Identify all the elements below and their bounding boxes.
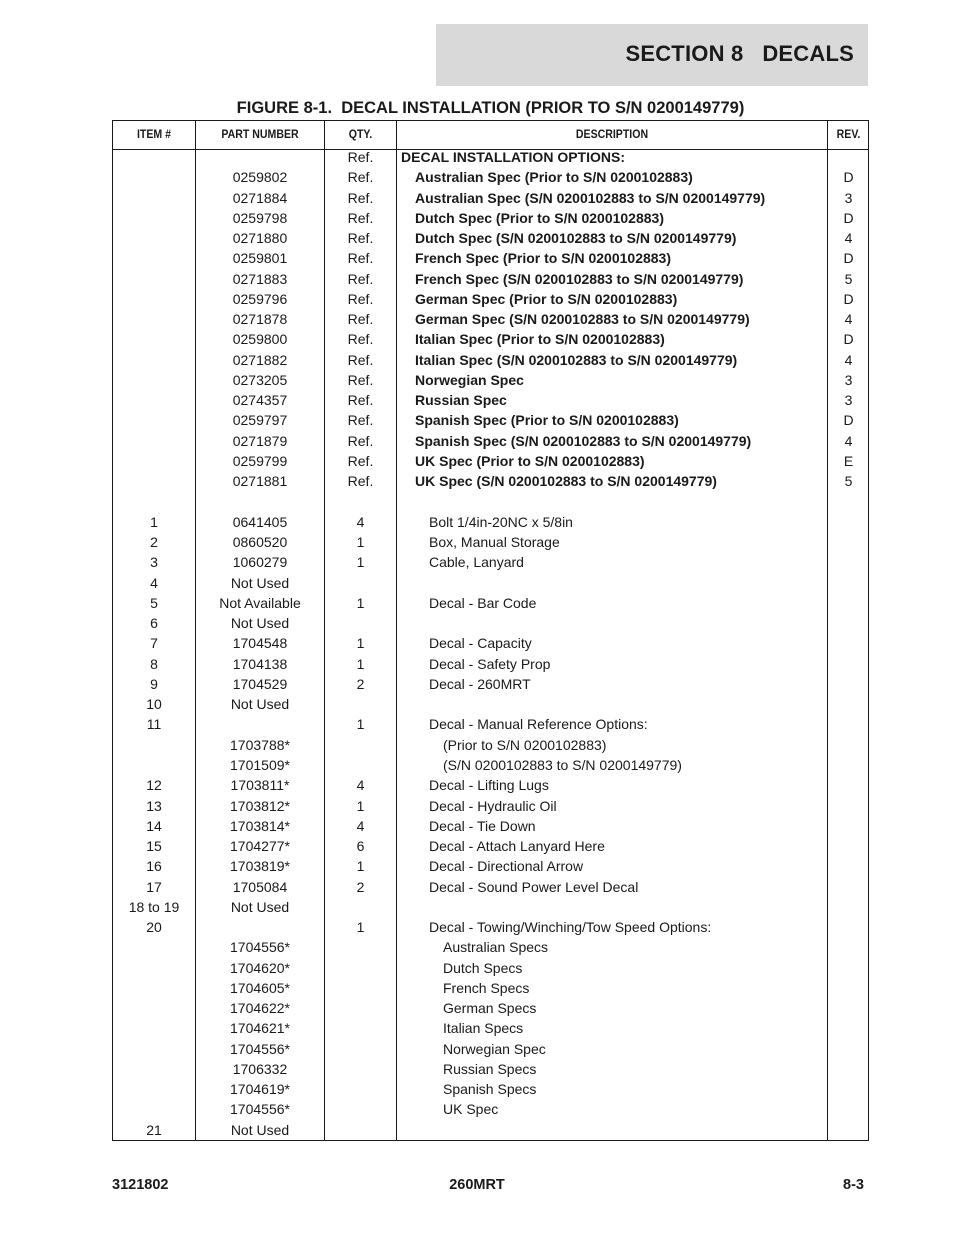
column-header-qty: QTY. (348, 127, 373, 141)
description-cell: French Spec (S/N 0200102883 to S/N 0200149779) (415, 270, 744, 287)
part-number-cell: Not Used (230, 696, 290, 713)
revision-cell: 4 (844, 351, 853, 368)
revision-cell: 3 (844, 371, 853, 388)
description-cell: Norwegian Spec (443, 1040, 546, 1057)
part-number-cell: 0271883 (232, 270, 288, 287)
table-row (113, 714, 868, 734)
description-cell: (S/N 0200102883 to S/N 0200149779) (443, 756, 682, 773)
part-number-cell: 0271882 (232, 351, 288, 368)
item-number-cell: 3 (150, 554, 158, 571)
revision-cell: D (843, 412, 854, 429)
revision-cell: 4 (844, 432, 853, 449)
revision-cell: D (843, 209, 854, 226)
table-row (113, 309, 868, 329)
table-row (113, 917, 868, 937)
quantity-cell: 2 (356, 675, 365, 692)
part-number-cell: 1706332 (232, 1060, 288, 1077)
part-number-cell: 0259796 (232, 290, 288, 307)
part-number-cell: 1704605* (230, 979, 290, 996)
quantity-cell: 4 (356, 777, 365, 794)
table-body (113, 147, 868, 1140)
table-row (113, 897, 868, 917)
description-cell: Box, Manual Storage (429, 534, 560, 551)
table-row (113, 370, 868, 390)
quantity-cell: Ref. (347, 189, 374, 206)
description-cell: French Specs (443, 979, 530, 996)
description-cell: French Spec (Prior to S/N 0200102883) (415, 250, 671, 267)
description-cell: Italian Spec (S/N 0200102883 to S/N 0200149779) (415, 351, 738, 368)
table-row (113, 958, 868, 978)
description-cell: German Spec (S/N 0200102883 to S/N 0200149779) (415, 311, 750, 328)
quantity-cell: Ref. (347, 452, 374, 469)
table-row (113, 674, 868, 694)
table-row (113, 816, 868, 836)
quantity-cell: 1 (356, 534, 365, 551)
table-row (113, 208, 868, 228)
footer-page-number: 8-3 (843, 1177, 864, 1193)
description-cell: German Specs (443, 1000, 537, 1017)
part-number-cell: 1704622* (230, 1000, 290, 1017)
item-number-cell: 8 (150, 655, 158, 672)
quantity-cell: Ref. (347, 290, 374, 307)
quantity-cell: Ref. (347, 432, 374, 449)
table-row (113, 573, 868, 593)
table-row (113, 269, 868, 289)
part-number-cell: 1703811* (230, 777, 290, 794)
item-number-cell: 14 (146, 817, 162, 834)
revision-cell: E (843, 452, 854, 469)
quantity-cell: Ref. (347, 149, 374, 165)
revision-cell: 3 (844, 189, 853, 206)
table-row (113, 248, 868, 268)
footer-model: 260MRT (449, 1177, 505, 1193)
quantity-cell: 1 (356, 919, 365, 936)
table-row (113, 552, 868, 572)
part-number-cell: 1704277* (230, 838, 290, 855)
part-number-cell: 0259797 (232, 412, 288, 429)
revision-cell: D (843, 331, 854, 348)
part-number-cell: 1704556* (230, 1101, 290, 1118)
description-cell: Spanish Specs (443, 1081, 537, 1098)
description-cell: UK Spec (443, 1101, 499, 1118)
revision-cell: 5 (844, 473, 853, 490)
description-cell: Italian Specs (443, 1020, 524, 1037)
item-number-cell: 12 (146, 777, 162, 794)
description-cell: Decal - Hydraulic Oil (429, 797, 557, 814)
part-number-cell: Not Available (219, 594, 301, 611)
section-header (436, 24, 868, 86)
item-number-cell: 10 (146, 696, 162, 713)
description-cell: Dutch Specs (443, 959, 523, 976)
description-cell: Decal - Towing/Winching/Tow Speed Options: (429, 919, 712, 936)
description-cell: Decal - Attach Lanyard Here (429, 838, 605, 855)
part-number-cell: 1704548 (232, 635, 288, 652)
part-number-cell: 1705084 (232, 878, 288, 895)
part-number-cell: 0259802 (232, 169, 288, 186)
table-row (113, 390, 868, 410)
table-row (113, 613, 868, 633)
item-number-cell: 11 (146, 716, 162, 733)
part-number-cell: Not Used (230, 615, 290, 632)
revision-cell: 3 (844, 392, 853, 409)
table-row (113, 1120, 868, 1140)
description-cell: Spanish Spec (Prior to S/N 0200102883) (415, 412, 679, 429)
item-number-cell: 2 (150, 534, 158, 551)
part-number-cell: 1703814* (230, 817, 290, 834)
table-row (113, 735, 868, 755)
table-row (113, 836, 868, 856)
quantity-cell: Ref. (347, 412, 374, 429)
column-header-item: ITEM # (136, 127, 172, 141)
quantity-cell: Ref. (347, 209, 374, 226)
quantity-cell: Ref. (347, 169, 374, 186)
item-number-cell: 7 (150, 635, 158, 652)
part-number-cell: 1704556* (230, 939, 290, 956)
part-number-cell: 0259800 (232, 331, 288, 348)
table-row (113, 633, 868, 653)
description-cell: UK Spec (S/N 0200102883 to S/N 0200149779) (415, 473, 717, 490)
description-cell: Spanish Spec (S/N 0200102883 to S/N 0200149779) (415, 432, 752, 449)
description-cell: Decal - 260MRT (429, 675, 531, 692)
table-row (113, 167, 868, 187)
table-row (113, 1059, 868, 1079)
part-number-cell: 1704620* (230, 959, 290, 976)
description-cell: Australian Spec (S/N 0200102883 to S/N 0200149779) (415, 189, 766, 206)
description-cell: Russian Spec (415, 392, 507, 409)
table-row (113, 350, 868, 370)
quantity-cell: 1 (356, 655, 365, 672)
description-cell: Dutch Spec (S/N 0200102883 to S/N 0200149779) (415, 230, 737, 247)
table-row (113, 877, 868, 897)
part-number-cell: 0271878 (232, 311, 288, 328)
part-number-cell: 0860520 (232, 534, 288, 551)
quantity-cell: 1 (356, 716, 365, 733)
revision-cell: 4 (844, 230, 853, 247)
table-row (113, 593, 868, 613)
part-number-cell: 1704529 (232, 675, 288, 692)
quantity-cell: 6 (356, 838, 365, 855)
part-number-cell: Not Used (230, 1121, 290, 1138)
quantity-cell: 4 (356, 513, 365, 530)
quantity-cell: Ref. (347, 392, 374, 409)
part-number-cell: 0271884 (232, 189, 288, 206)
table-row (113, 654, 868, 674)
quantity-cell: 1 (356, 594, 365, 611)
quantity-cell: Ref. (347, 473, 374, 490)
table-row (113, 147, 868, 167)
quantity-cell: Ref. (347, 311, 374, 328)
quantity-cell: 1 (356, 554, 365, 571)
revision-cell: 5 (844, 270, 853, 287)
item-number-cell: 4 (150, 574, 158, 591)
description-cell: Decal - Tie Down (429, 817, 536, 834)
part-number-cell: 1704138 (232, 655, 288, 672)
quantity-cell: 1 (356, 797, 365, 814)
item-number-cell: 17 (146, 878, 162, 895)
part-number-cell: 1703812* (230, 797, 290, 814)
description-cell: Decal - Sound Power Level Decal (429, 878, 639, 895)
quantity-cell: 1 (356, 858, 365, 875)
description-cell: Decal - Capacity (429, 635, 532, 652)
table-row (113, 1099, 868, 1119)
figure-title: FIGURE 8-1. DECAL INSTALLATION (PRIOR TO S/N 0200149779) (236, 99, 745, 117)
description-cell: UK Spec (Prior to S/N 0200102883) (415, 452, 645, 469)
table-row (113, 228, 868, 248)
description-cell: Australian Spec (Prior to S/N 0200102883) (415, 169, 693, 186)
part-number-cell: 0274357 (232, 392, 288, 409)
part-number-cell: 1704556* (230, 1040, 290, 1057)
table-row (113, 451, 868, 471)
table-row (113, 431, 868, 451)
description-cell: Italian Spec (Prior to S/N 0200102883) (415, 331, 665, 348)
part-number-cell: 0271880 (232, 230, 288, 247)
description-cell: Decal - Directional Arrow (429, 858, 584, 875)
column-header-description: DESCRIPTION (575, 127, 649, 141)
table-row (113, 1039, 868, 1059)
revision-cell: 4 (844, 311, 853, 328)
quantity-cell: Ref. (347, 371, 374, 388)
part-number-cell: 0259801 (232, 250, 288, 267)
part-number-cell: 0259798 (232, 209, 288, 226)
part-number-cell: 1704621* (230, 1020, 290, 1037)
item-number-cell: 6 (150, 615, 158, 632)
part-number-cell: Not Used (230, 574, 290, 591)
part-number-cell: 1060279 (232, 554, 288, 571)
description-cell: Bolt 1/4in-20NC x 5/8in (429, 513, 573, 530)
quantity-cell: 2 (356, 878, 365, 895)
part-number-cell: 1703819* (230, 858, 290, 875)
revision-cell: D (843, 250, 854, 267)
revision-cell: D (843, 169, 854, 186)
table-row (113, 694, 868, 714)
footer-document-number: 3121802 (112, 1177, 169, 1193)
table-row (113, 937, 868, 957)
description-cell: Cable, Lanyard (429, 554, 524, 571)
quantity-cell: Ref. (347, 230, 374, 247)
table-row (113, 998, 868, 1018)
table-row (113, 1079, 868, 1099)
table-row (113, 532, 868, 552)
table-row (113, 329, 868, 349)
description-cell: Decal - Manual Reference Options: (429, 716, 648, 733)
parts-table (112, 120, 869, 1141)
part-number-cell: 0273205 (232, 371, 288, 388)
section-title: SECTION 8 DECALS (625, 41, 854, 66)
item-number-cell: 21 (146, 1121, 162, 1138)
table-row (113, 512, 868, 532)
table-row (113, 755, 868, 775)
item-number-cell: 15 (146, 838, 162, 855)
description-cell: (Prior to S/N 0200102883) (443, 736, 607, 753)
table-row (113, 492, 868, 512)
quantity-cell: 4 (356, 817, 365, 834)
column-header-rev: REV. (836, 127, 861, 141)
item-number-cell: 18 to 19 (128, 898, 180, 915)
table-row (113, 471, 868, 491)
table-row (113, 978, 868, 998)
item-number-cell: 1 (150, 513, 158, 530)
description-cell: Decal - Lifting Lugs (429, 777, 549, 794)
item-number-cell: 13 (146, 797, 162, 814)
description-cell: DECAL INSTALLATION OPTIONS: (401, 149, 625, 165)
part-number-cell: 0259799 (232, 452, 288, 469)
item-number-cell: 20 (146, 919, 162, 936)
table-row (113, 856, 868, 876)
part-number-cell: 1701509* (230, 756, 290, 773)
table-row (113, 775, 868, 795)
description-cell: Russian Specs (443, 1060, 537, 1077)
item-number-cell: 9 (150, 675, 158, 692)
description-cell: Norwegian Spec (415, 371, 524, 388)
table-row (113, 1018, 868, 1038)
table-row (113, 410, 868, 430)
description-cell: Dutch Spec (Prior to S/N 0200102883) (415, 209, 664, 226)
part-number-cell: 1703788* (230, 736, 290, 753)
table-row (113, 188, 868, 208)
column-header-part-number: PART NUMBER (221, 127, 299, 141)
description-cell: Decal - Safety Prop (429, 655, 551, 672)
description-cell: Decal - Bar Code (429, 594, 537, 611)
part-number-cell: Not Used (230, 898, 290, 915)
quantity-cell: Ref. (347, 351, 374, 368)
quantity-cell: Ref. (347, 331, 374, 348)
item-number-cell: 5 (150, 594, 158, 611)
item-number-cell: 16 (146, 858, 162, 875)
description-cell: Australian Specs (443, 939, 549, 956)
table-row (113, 796, 868, 816)
revision-cell: D (843, 290, 854, 307)
quantity-cell: Ref. (347, 250, 374, 267)
part-number-cell: 0271879 (232, 432, 288, 449)
part-number-cell: 0271881 (232, 473, 288, 490)
description-cell: German Spec (Prior to S/N 0200102883) (415, 290, 678, 307)
quantity-cell: Ref. (347, 270, 374, 287)
quantity-cell: 1 (356, 635, 365, 652)
part-number-cell: 0641405 (232, 513, 288, 530)
part-number-cell: 1704619* (230, 1081, 290, 1098)
table-row (113, 289, 868, 309)
